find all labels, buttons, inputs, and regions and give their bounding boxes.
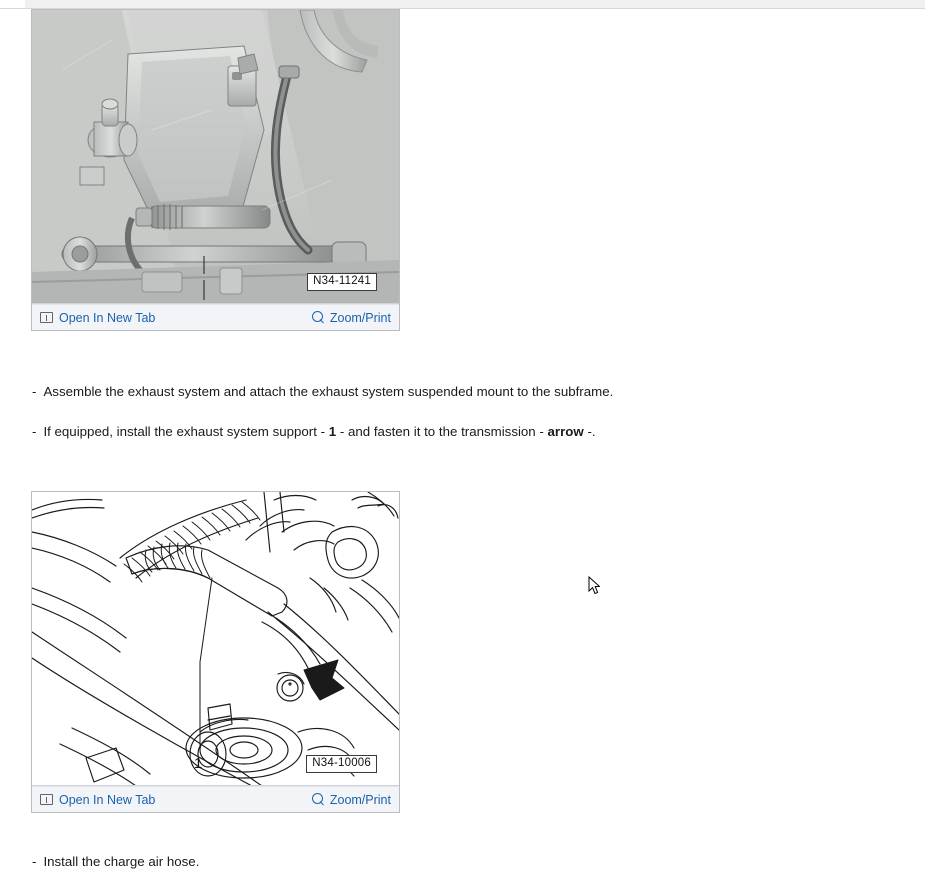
- instruction-run-2-3: arrow: [547, 424, 584, 439]
- figure-callout-1: 1: [194, 755, 203, 772]
- instruction-run-2-0: If equipped, install the exhaust system support -: [43, 424, 329, 439]
- open-in-new-tab-control-2[interactable]: [32, 793, 312, 807]
- spacer-before-figure-2: [0, 441, 925, 491]
- top-scroll-strip[interactable]: [0, 0, 925, 9]
- spacer-after-figure-2: [0, 813, 925, 853]
- figure-toolbar-1: [32, 304, 399, 330]
- instruction-run-2-4: -.: [583, 424, 596, 439]
- instruction-paragraph-3: [32, 853, 925, 871]
- instruction-text-3: Install the charge air hose.: [43, 854, 200, 869]
- figure-block-1: [31, 9, 400, 331]
- open-in-new-tab-link-1[interactable]: Open In New Tab: [59, 310, 156, 325]
- engine-bay-photo-illustration: [32, 10, 399, 304]
- zoom-print-control-2[interactable]: [312, 793, 399, 807]
- zoom-print-link-2[interactable]: Zoom/Print: [329, 792, 391, 807]
- figure-block-2: [31, 491, 400, 813]
- magnifier-icon: [312, 793, 325, 806]
- figure-image-1[interactable]: [32, 10, 399, 304]
- zoom-print-control-1[interactable]: [312, 311, 399, 325]
- open-in-new-tab-link-2[interactable]: Open In New Tab: [59, 792, 156, 807]
- bullet-dash-1: -: [32, 384, 37, 399]
- zoom-print-link-1[interactable]: Zoom/Print: [329, 310, 391, 325]
- instruction-paragraph-2: [32, 423, 925, 441]
- instruction-run-2-1: 1: [328, 424, 337, 439]
- bullet-dash-3: -: [32, 854, 37, 869]
- instruction-run-2-2: - and fasten it to the transmission -: [336, 424, 548, 439]
- bullet-dash-2: -: [32, 424, 37, 439]
- figure-image-2[interactable]: [32, 492, 399, 786]
- instruction-text-1: Assemble the exhaust system and attach the exhaust system suspended mount to the subframe.: [43, 384, 614, 399]
- figure-toolbar-2: [32, 786, 399, 812]
- left-gutter: [0, 0, 25, 8]
- instruction-text-2: [43, 423, 595, 441]
- open-in-new-tab-icon: [40, 794, 53, 805]
- document-content: [0, 9, 925, 871]
- instruction-paragraph-1: [32, 383, 925, 401]
- figure-code-label-2: N34-10006: [306, 755, 377, 773]
- open-in-new-tab-icon: [40, 312, 53, 323]
- exhaust-support-line-drawing: [32, 492, 399, 786]
- spacer-after-figure-1: [0, 331, 925, 383]
- magnifier-icon: [312, 311, 325, 324]
- figure-code-label-1: N34-11241: [307, 273, 377, 291]
- spacer-between-paragraphs: [0, 401, 925, 423]
- open-in-new-tab-control-1[interactable]: [32, 311, 312, 325]
